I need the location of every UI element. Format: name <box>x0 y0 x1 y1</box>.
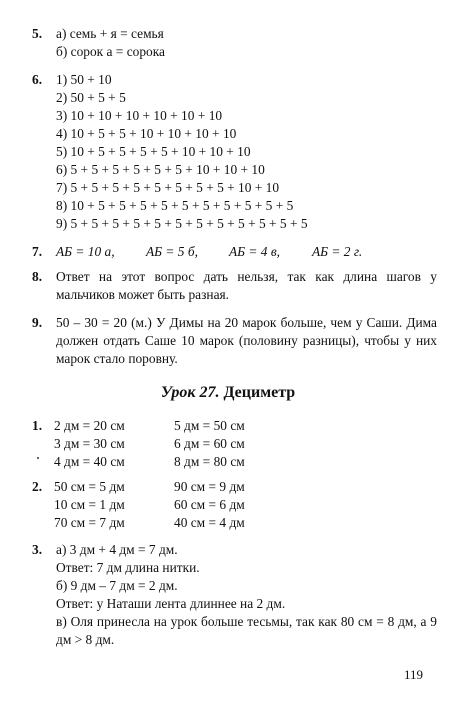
answer-cell: 90 см = 9 дм <box>174 479 245 494</box>
answer-cell: 40 см = 4 дм <box>174 515 245 530</box>
print-speck <box>37 457 39 459</box>
answer-line: Ответ: 7 дм длина нитки. <box>56 560 200 575</box>
answer-line: а) семь + я = семья <box>56 26 164 41</box>
answer-line: 9) 5 + 5 + 5 + 5 + 5 + 5 + 5 + 5 + 5 + 5 + 5 + 5 <box>56 216 308 231</box>
answer-text: 50 – 30 = 20 (м.) У Димы на 20 марок больше, чем у Саши. Дима должен отдать Саше 10 марок (половину разницы), чтобы у них марок стало поровну. <box>56 315 437 366</box>
answer-line: 8) 10 + 5 + 5 + 5 + 5 + 5 + 5 + 5 + 5 + 5 + 5 <box>56 198 294 213</box>
answer-cell: 60 см = 6 дм <box>174 497 245 512</box>
answer-line: 7) 5 + 5 + 5 + 5 + 5 + 5 + 5 + 5 + 10 + 10 <box>56 180 280 195</box>
problem-number: 7. <box>32 244 43 259</box>
answer-text: Ответ на этот вопрос дать нельзя, так как длина шагов у мальчиков может быть разная. <box>56 269 437 302</box>
answer-cell: 6 дм = 60 см <box>174 436 245 451</box>
lesson-problem-2 <box>32 478 437 532</box>
answer-line: 5) 10 + 5 + 5 + 5 + 5 + 10 + 10 + 10 <box>56 144 251 159</box>
answer-line: 6) 5 + 5 + 5 + 5 + 5 + 5 + 10 + 10 + 10 <box>56 162 265 177</box>
answer-cell: 5 дм = 50 см <box>174 418 245 433</box>
problem-number: 2. <box>32 479 43 494</box>
answer-item: АБ = 5 б, <box>146 244 198 259</box>
answer-line: Ответ: у Наташи лента длиннее на 2 дм. <box>56 596 286 611</box>
problem-number: 1. <box>32 418 43 433</box>
answer-line: в) Оля принесла на урок больше тесьмы, так как 80 см = 8 дм, а 9 дм > 8 дм. <box>56 614 437 647</box>
answer-line: 1) 50 + 10 <box>56 72 112 87</box>
page-number: 119 <box>404 667 424 682</box>
lesson-name: Дециметр <box>223 384 296 401</box>
problem-number: 5. <box>32 26 43 41</box>
problem-number: 3. <box>32 542 43 557</box>
answer-cell: 10 см = 1 дм <box>54 497 125 512</box>
lesson-problem-3 <box>32 541 437 649</box>
problem-5 <box>32 25 437 61</box>
answer-line: а) 3 дм + 4 дм = 7 дм. <box>56 542 178 557</box>
answer-item: АБ = 10 а, <box>56 244 115 259</box>
lesson-title <box>0 384 456 402</box>
answer-cell: 4 дм = 40 см <box>54 454 125 469</box>
lesson-prefix: Урок 27. <box>160 384 220 401</box>
problem-number: 6. <box>32 72 43 87</box>
lesson-problem-1 <box>32 417 437 471</box>
problem-number: 8. <box>32 269 43 284</box>
answer-line: 4) 10 + 5 + 5 + 10 + 10 + 10 + 10 <box>56 126 237 141</box>
answer-line: 3) 10 + 10 + 10 + 10 + 10 + 10 <box>56 108 223 123</box>
problem-7 <box>32 243 437 261</box>
answer-line: б) сорок а = сорока <box>56 44 165 59</box>
answer-line: 2) 50 + 5 + 5 <box>56 90 126 105</box>
problem-9 <box>32 314 437 368</box>
answer-line: б) 9 дм – 7 дм = 2 дм. <box>56 578 178 593</box>
answer-item: АБ = 2 г. <box>312 244 363 259</box>
answer-cell: 50 см = 5 дм <box>54 479 125 494</box>
answer-cell: 2 дм = 20 см <box>54 418 125 433</box>
answer-cell: 8 дм = 80 см <box>174 454 245 469</box>
problem-number: 9. <box>32 315 43 330</box>
answer-cell: 3 дм = 30 см <box>54 436 125 451</box>
answer-cell: 70 см = 7 дм <box>54 515 125 530</box>
answer-item: АБ = 4 в, <box>229 244 281 259</box>
problem-8 <box>32 268 437 304</box>
problem-6 <box>32 71 437 233</box>
